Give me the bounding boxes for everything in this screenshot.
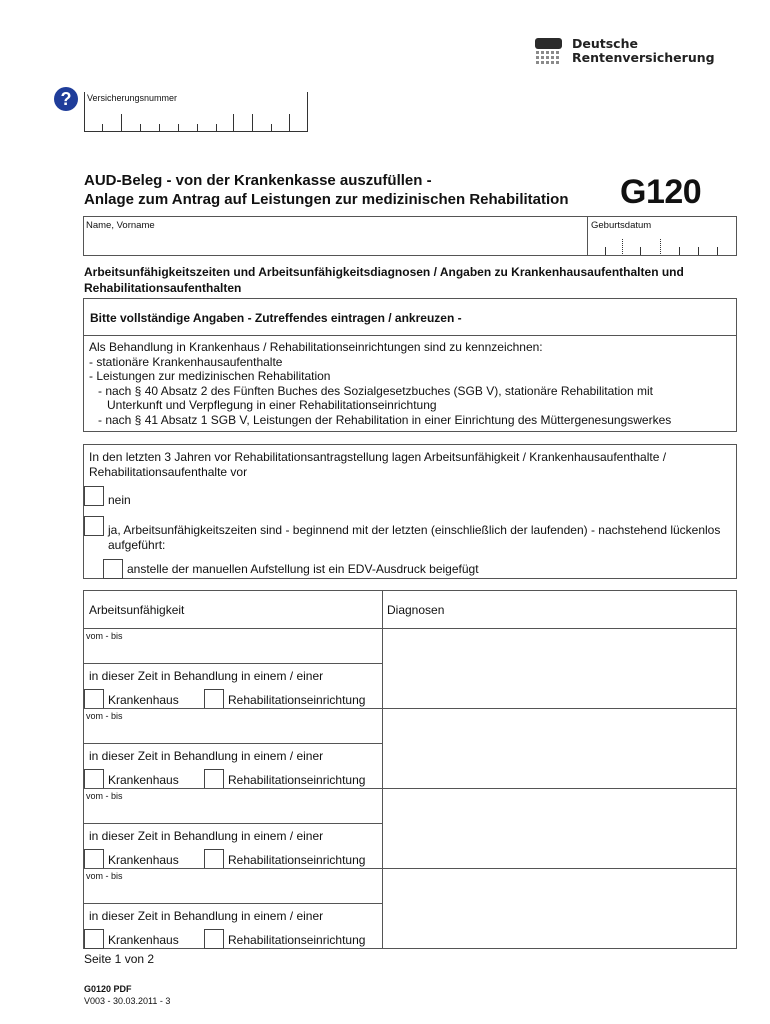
section-heading: Arbeitsunfähigkeitszeiten und Arbeitsunfähigkeitsdiagnosen / Angaben zu Krankenhausaufenthalten und Rehabilitationsaufenthalten xyxy=(84,265,684,295)
period-label: vom - bis xyxy=(86,871,123,881)
instruction-box xyxy=(83,298,737,336)
checkbox-rehab[interactable] xyxy=(204,929,224,949)
footer-version: V003 - 30.03.2011 - 3 xyxy=(84,996,171,1006)
checkbox-edv[interactable] xyxy=(103,559,123,579)
rehab-label: Rehabilitationseinrichtung xyxy=(228,933,366,947)
form-title-line-1: AUD-Beleg - von der Krankenkasse auszufüllen - xyxy=(84,172,432,189)
note-line: - nach § 41 Absatz 1 SGB V, Leistungen der Rehabilitation in einer Einrichtung des Müttergenesungswerkes xyxy=(98,413,672,427)
diagnosis-input[interactable] xyxy=(383,709,736,788)
period-input[interactable] xyxy=(84,881,381,903)
rehab-label: Rehabilitationseinrichtung xyxy=(228,693,366,707)
form-title-line-2: Anlage zum Antrag auf Leistungen zur medizinischen Rehabilitation xyxy=(84,191,569,208)
note-line: Unterkunft und Verpflegung in einer Rehabilitationseinrichtung xyxy=(107,398,437,413)
checkbox-hospital[interactable] xyxy=(84,769,104,789)
checkbox-hospital[interactable] xyxy=(84,929,104,949)
dob-input[interactable] xyxy=(588,231,736,255)
note-line: - nach § 40 Absatz 2 des Fünften Buches des Sozialgesetzbuches (SGB V), stationäre Rehabilitation mit xyxy=(98,383,653,398)
checkbox-rehab[interactable] xyxy=(204,689,224,709)
question-box xyxy=(83,444,737,579)
row-divider xyxy=(84,903,382,904)
logo-text xyxy=(572,37,715,65)
note-line: - stationäre Krankenhausaufenthalte xyxy=(89,354,283,369)
row-divider xyxy=(84,788,382,789)
page-number: Seite 1 von 2 xyxy=(84,952,155,966)
option-edv-label: anstelle der manuellen Aufstellung ist ein EDV-Ausdruck beigefügt xyxy=(127,562,479,576)
col-header-diagnoses: Diagnosen xyxy=(387,603,445,617)
checkbox-nein[interactable] xyxy=(84,486,104,506)
instruction-text: Bitte vollständige Angaben - Zutreffendes eintragen / ankreuzen - xyxy=(90,311,462,325)
option-nein-label: nein xyxy=(108,493,131,507)
period-input[interactable] xyxy=(84,721,381,743)
rehab-label: Rehabilitationseinrichtung xyxy=(228,853,366,867)
form-title xyxy=(84,171,604,209)
name-label: Name, Vorname xyxy=(86,220,155,231)
period-label: vom - bis xyxy=(86,711,123,721)
col-header-incapacity: Arbeitsunfähigkeit xyxy=(89,603,185,617)
help-icon[interactable]: ? xyxy=(54,87,78,111)
treatment-label: in dieser Zeit in Behandlung in einem / einer xyxy=(89,749,324,763)
checkbox-ja[interactable] xyxy=(84,516,104,536)
drv-logo-icon xyxy=(535,38,562,64)
row-divider xyxy=(84,708,382,709)
dob-label: Geburtsdatum xyxy=(591,220,652,231)
incapacity-table xyxy=(83,590,737,949)
period-input[interactable] xyxy=(84,641,381,663)
diagnosis-input[interactable] xyxy=(383,869,736,948)
checkbox-rehab[interactable] xyxy=(204,769,224,789)
checkbox-hospital[interactable] xyxy=(84,849,104,869)
logo-line-2: Rentenversicherung xyxy=(572,50,715,65)
hospital-label: Krankenhaus xyxy=(108,693,179,707)
treatment-label: in dieser Zeit in Behandlung in einem / einer xyxy=(89,829,324,843)
question-text: In den letzten 3 Jahren vor Rehabilitationsantragstellung lagen Arbeitsunfähigkeit / Krankenhausaufenthalte / Rehabilitationsaufenthalte vor xyxy=(89,450,667,479)
period-label: vom - bis xyxy=(86,631,123,641)
diagnosis-input[interactable] xyxy=(383,789,736,868)
hospital-label: Krankenhaus xyxy=(108,773,179,787)
option-ja-label: ja, Arbeitsunfähigkeitszeiten sind - beginnend mit der letzten (einschließlich der laufenden) - nachstehend lückenlos aufgeführt: xyxy=(108,523,721,552)
row-divider xyxy=(84,743,382,744)
checkbox-hospital[interactable] xyxy=(84,689,104,709)
period-label: vom - bis xyxy=(86,791,123,801)
note-line: Als Behandlung in Krankenhaus / Rehabilitationseinrichtungen sind zu kennzeichnen: xyxy=(89,340,543,354)
row-divider xyxy=(84,823,382,824)
treatment-label: in dieser Zeit in Behandlung in einem / einer xyxy=(89,669,324,683)
form-code: G120 xyxy=(620,173,702,211)
insurance-number-label: Versicherungsnummer xyxy=(87,93,178,103)
notes-box xyxy=(83,336,737,432)
rehab-label: Rehabilitationseinrichtung xyxy=(228,773,366,787)
note-line: - Leistungen zur medizinischen Rehabilitation xyxy=(89,369,331,384)
footer-form-code: G0120 PDF xyxy=(84,984,132,994)
name-input[interactable] xyxy=(84,231,586,255)
period-input[interactable] xyxy=(84,801,381,823)
hospital-label: Krankenhaus xyxy=(108,933,179,947)
row-divider xyxy=(84,663,382,664)
treatment-label: in dieser Zeit in Behandlung in einem / einer xyxy=(89,909,324,923)
checkbox-rehab[interactable] xyxy=(204,849,224,869)
name-dob-row xyxy=(83,216,737,256)
diagnosis-input[interactable] xyxy=(383,629,736,708)
hospital-label: Krankenhaus xyxy=(108,853,179,867)
drv-logo xyxy=(535,38,725,68)
logo-line-1: Deutsche xyxy=(572,36,638,51)
